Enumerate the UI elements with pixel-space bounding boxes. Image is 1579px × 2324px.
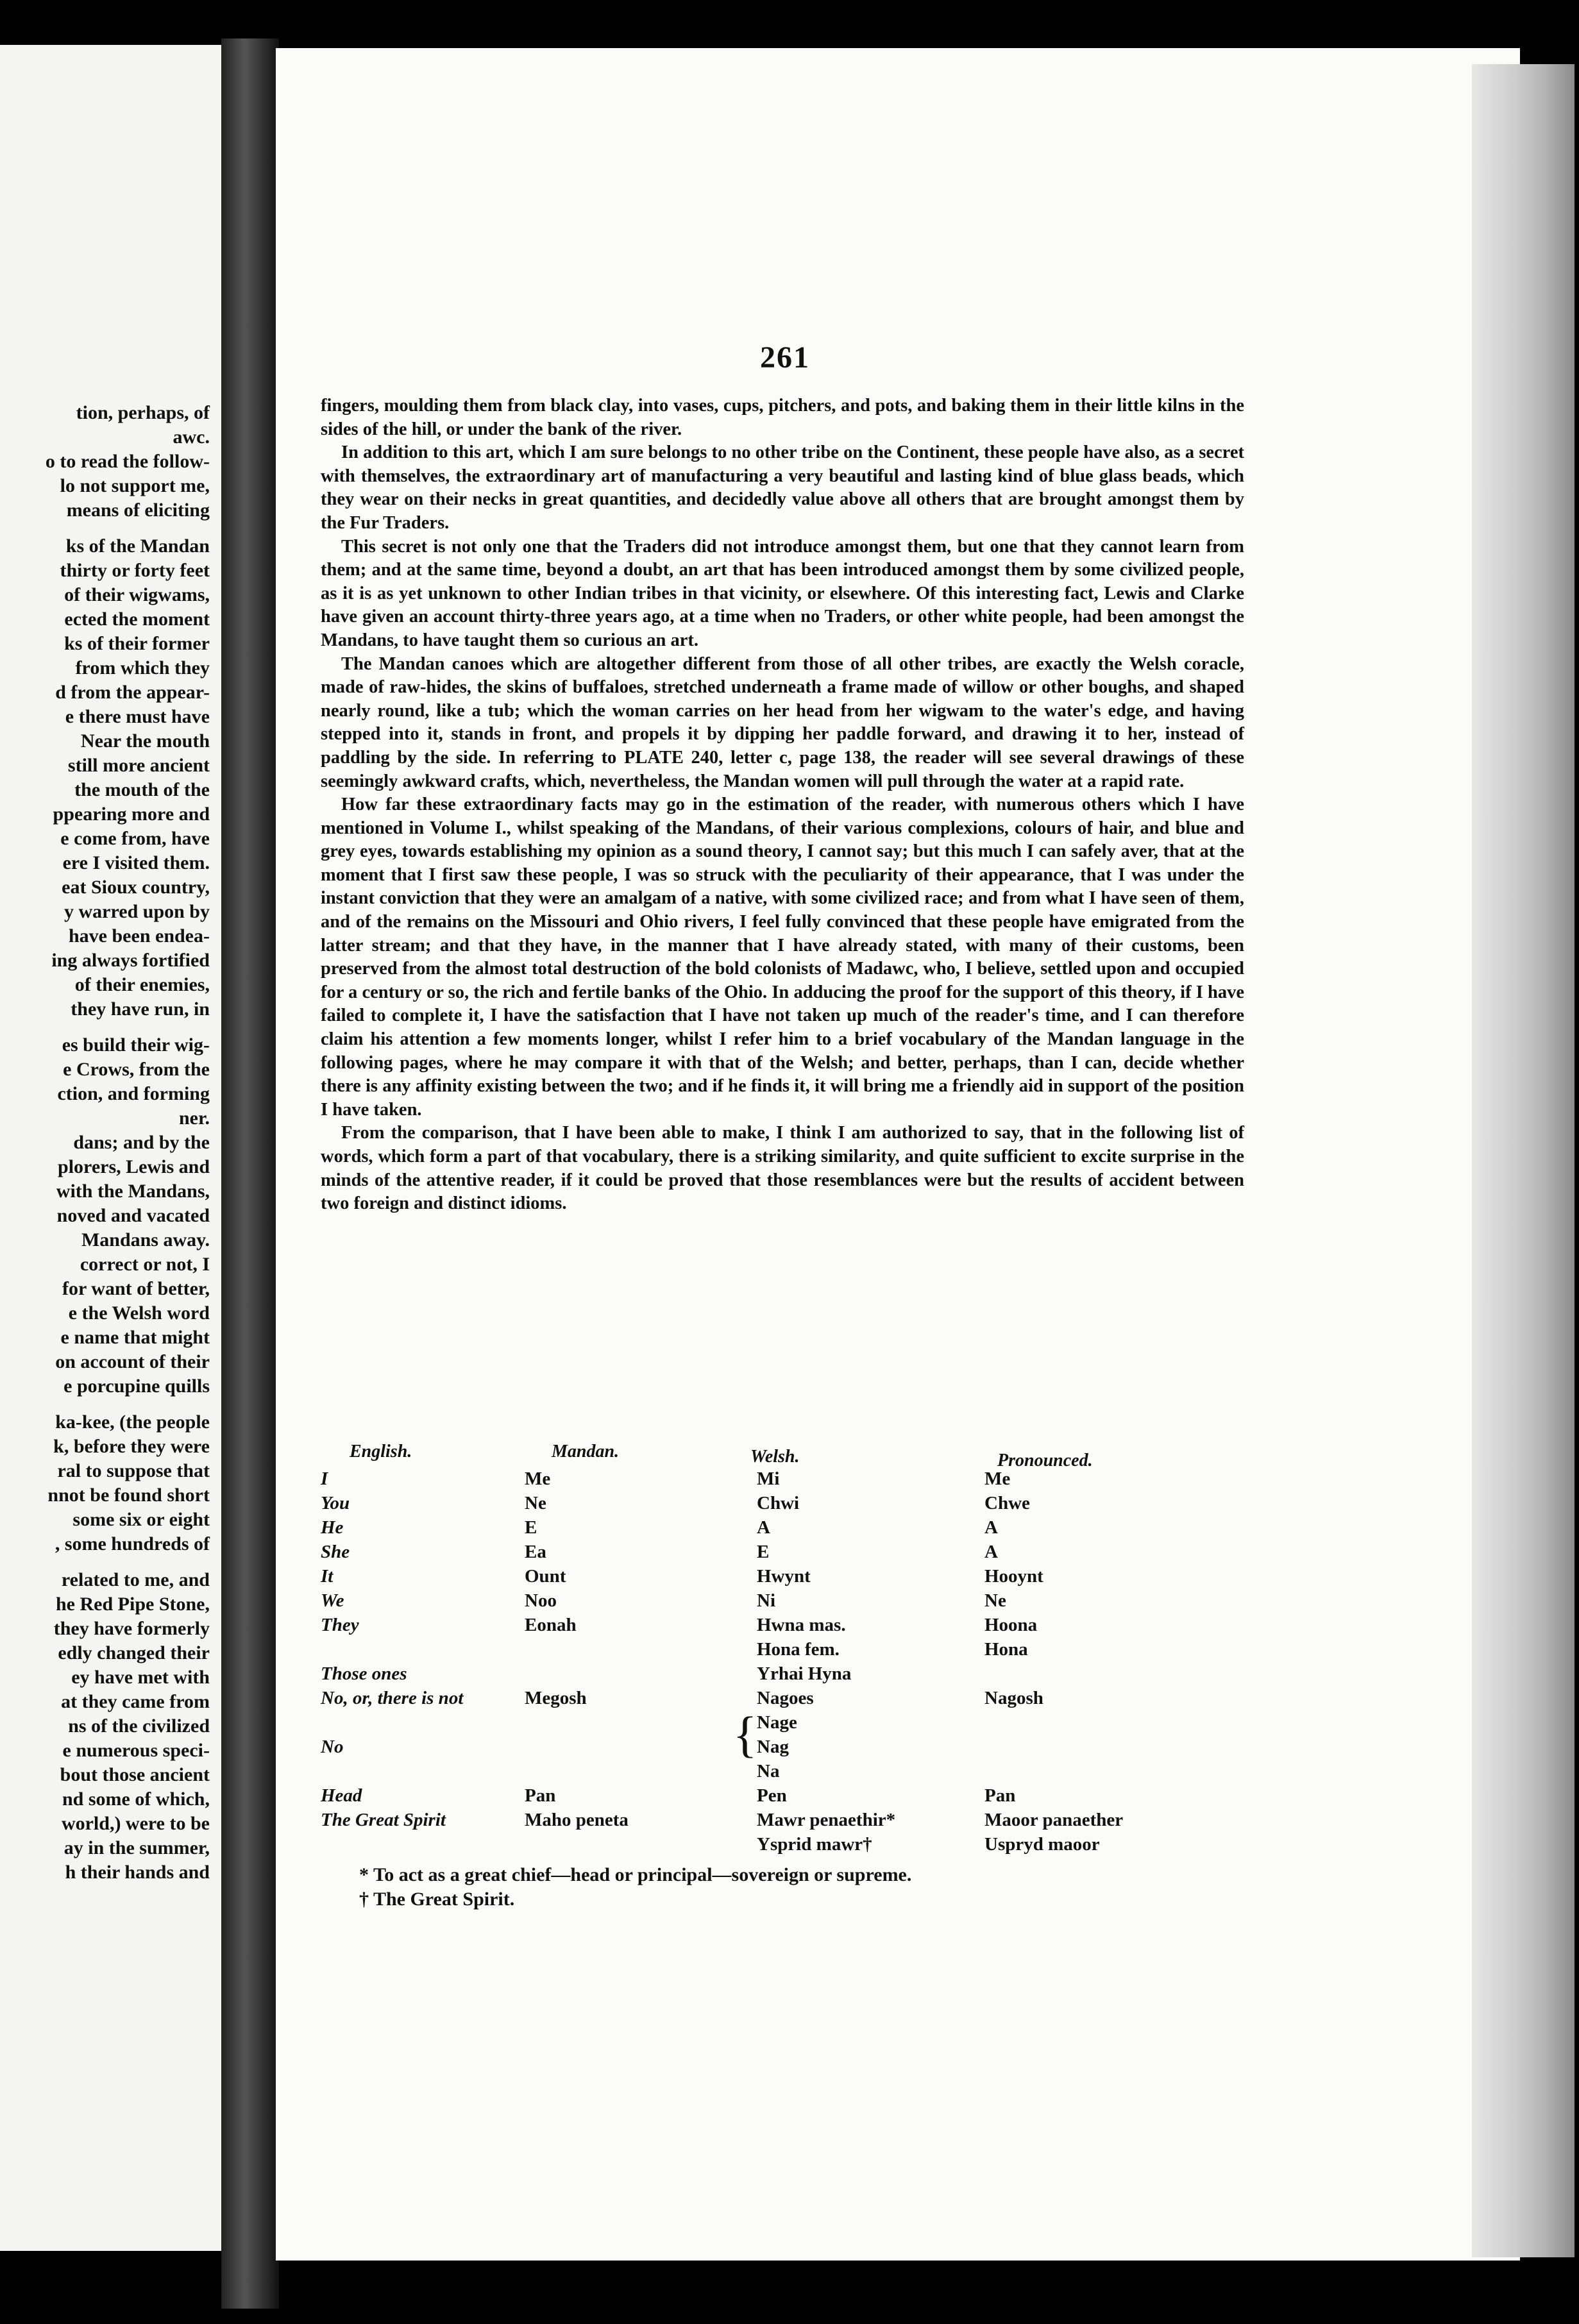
left-page-line: h their hands and	[65, 1862, 210, 1883]
left-page-line: ction, and forming	[57, 1083, 210, 1104]
vocab-pronounced: Maoor panaether	[984, 1810, 1124, 1830]
vocab-welsh: Ni	[757, 1590, 775, 1611]
left-page-line: e there must have	[65, 706, 210, 727]
left-page-line: Near the mouth	[80, 730, 210, 752]
left-page-line: tion, perhaps, of	[76, 402, 210, 423]
footnote: * To act as a great chief—head or principal—sovereign or supreme.	[359, 1864, 912, 1885]
page-number: 261	[760, 341, 810, 375]
vocab-english: Those ones	[321, 1663, 407, 1684]
left-page-line: lo not support me,	[60, 475, 210, 496]
left-page-line: noved and vacated	[56, 1205, 210, 1226]
paragraph: How far these extraordinary facts may go in the estimation of the reader, with numerous others which I have mentioned in Volume I., whilst speaking of the Mandans, of their various complexions, colours of hair, and blue and grey eyes, towards establishing my opinion as a sound theory, I cannot say; but this much I can safely aver, that at the moment that I first saw these people, I was so struck with the peculiarity of their appearance, that I was under the instant conviction that they were an amalgam of a native, with some civilized race; and from what I have seen of them, and of the remains on the Missouri and Ohio rivers, I feel fully convinced that these people have emigrated from the latter stream; and that they have, in the manner that I have already stated, with many of their customs, been preserved from the almost total destruction of the bold colonists of Madawc, who, I believe, settled upon and occupied for a century or so, the rich and fertile banks of the Ohio. In adducing the proof for the support of this theory, if I have failed to complete it, I have the satisfaction that I have not taken up much of the reader's time, and I can therefore claim his attention a few moments longer, whilst I refer him to a brief vocabulary of the Mandan language in the following pages, where he may compare it with that of the Welsh; and better, perhaps, than I can, decide whether there is any affinity existing between the two; and if he finds it, it will bring me a friendly aid in support of the position I have taken.	[321, 795, 1244, 1120]
left-page-line: e Crows, from the	[63, 1059, 210, 1080]
left-page-line: Mandans away.	[81, 1229, 210, 1250]
vocab-pronounced: Me	[984, 1469, 1011, 1489]
left-page-line: means of eliciting	[66, 500, 210, 521]
paragraph: The Mandan canoes which are altogether different from those of all other tribes, are exactly the Welsh coracle, made of raw-hides, the skins of buffaloes, stretched underneath a frame made of willow or other boughs, and shaped nearly round, like a tub; which the woman carries on her head from her wigwam to the water's edge, and having stepped into it, stands in front, and propels it by dipping her paddle forward, and drawing it to her, instead of paddling by the side. In referring to PLATE 240, letter c, page 138, the reader will see several drawings of these seemingly awkward crafts, which, nevertheless, the Mandan women will pull through the water at a rapid rate.	[321, 653, 1244, 791]
left-page-line: edly changed their	[58, 1642, 210, 1663]
left-page-line: ected the moment	[64, 609, 210, 630]
left-page-line: the mouth of the	[74, 779, 210, 800]
vocab-english: Head	[321, 1785, 362, 1806]
vocab-row	[321, 1688, 1244, 1711]
vocab-english: No	[321, 1737, 344, 1757]
paragraph: From the comparison, that I have been able to make, I think I am authorized to say, that in the following list of words, which form a part of that vocabulary, there is a striking similarity, and quite sufficient to excite surprise in the minds of the attentive reader, if it could be proved that those resemblances were but the results of accident between two foreign and distinct idioms.	[321, 1123, 1244, 1214]
left-page-line: e the Welsh word	[68, 1302, 210, 1324]
vocab-pronounced: Nagosh	[984, 1688, 1043, 1708]
left-page-line: have been endea-	[69, 925, 210, 947]
vocab-english: You	[321, 1493, 350, 1513]
left-page-line: ner.	[178, 1107, 210, 1129]
left-page-line: y warred upon by	[64, 901, 210, 922]
vocab-welsh: A	[757, 1517, 770, 1538]
left-page-line	[0, 1399, 210, 1410]
vocab-english: They	[321, 1615, 359, 1635]
vocab-mandan: Maho peneta	[525, 1810, 629, 1830]
left-page-line: e come from, have	[60, 828, 210, 849]
left-page-line: ka-kee, (the people	[55, 1411, 210, 1433]
left-page-line: thirty or forty feet	[60, 560, 210, 581]
vocab-welsh: Pen	[757, 1785, 787, 1806]
header-pronounced: Pronounced.	[997, 1451, 1093, 1470]
left-page-line: ey have met with	[71, 1667, 210, 1688]
page-edge-stack	[1472, 64, 1575, 2257]
vocab-welsh: Hwna mas.	[757, 1615, 846, 1635]
vocab-pronounced: A	[984, 1517, 998, 1538]
vocab-pronounced: Uspryd maoor	[984, 1834, 1100, 1855]
vocab-welsh: Mi	[757, 1469, 780, 1489]
vocab-english: He	[321, 1517, 344, 1538]
left-page-line: ere I visited them.	[62, 852, 210, 873]
vocab-row	[321, 1469, 1244, 1492]
vocab-row	[321, 1712, 1244, 1735]
paragraph: In addition to this art, which I am sure belongs to no other tribe on the Continent, these people have also, as a secret with themselves, the extraordinary art of manufacturing a very beautiful and lasting kind of blue glass beads, which they wear on their necks in great quantities, and decidedly value above all others that are brought amongst them by the Fur Traders.	[321, 442, 1244, 533]
vocab-welsh: Nag	[757, 1737, 789, 1757]
vocab-mandan: Eonah	[525, 1615, 577, 1635]
vocab-english: I	[321, 1469, 328, 1489]
vocab-row	[321, 1737, 1244, 1760]
vocab-welsh: Hwynt	[757, 1566, 811, 1587]
vocab-pronounced: Pan	[984, 1785, 1016, 1806]
vocab-mandan: Pan	[525, 1785, 556, 1806]
left-page-line: , some hundreds of	[55, 1533, 210, 1554]
vocab-pronounced: Hona	[984, 1639, 1028, 1660]
left-page-line: correct or not, I	[80, 1254, 210, 1275]
footnote: † The Great Spirit.	[359, 1889, 515, 1910]
left-page-line: e porcupine quills	[63, 1376, 210, 1397]
paragraph: This secret is not only one that the Traders did not introduce amongst them, but one that they cannot learn from them; and at the same time, beyond a doubt, an art that has been introduced amongst them by some civilized people, as it is as yet unknown to other Indian tribes in that vicinity, or elsewhere. Of this interesting fact, Lewis and Clarke have given an account thirty-three years ago, at a time when no Traders, or other white people, had been amongst the Mandans, to have taught them so curious an art.	[321, 536, 1244, 650]
vocab-mandan: E	[525, 1517, 537, 1538]
left-page-line: at they came from	[61, 1691, 210, 1712]
vocab-welsh: Yrhai Hyna	[757, 1663, 852, 1684]
book-gutter	[221, 38, 279, 2309]
vocab-row	[321, 1785, 1244, 1808]
left-page-line: ing always fortified	[51, 950, 210, 971]
vocab-english: It	[321, 1566, 334, 1587]
vocab-mandan: Ne	[525, 1493, 546, 1513]
left-page-line: on account of their	[55, 1351, 210, 1372]
vocab-pronounced: Ne	[984, 1590, 1006, 1611]
left-facing-page	[0, 45, 221, 2251]
brace: {	[733, 1706, 757, 1762]
left-page-line: eat Sioux country,	[62, 877, 210, 898]
left-page-line: nnot be found short	[47, 1485, 210, 1506]
vocab-welsh: Nagoes	[757, 1688, 814, 1708]
vocab-row	[321, 1761, 1244, 1784]
header-welsh: Welsh.	[750, 1447, 800, 1467]
left-page-line: dans; and by the	[73, 1132, 210, 1153]
left-page-line: world,) were to be	[61, 1813, 210, 1834]
vocab-row	[321, 1517, 1244, 1540]
left-page-line: es build their wig-	[62, 1034, 210, 1056]
header-mandan: Mandan.	[552, 1442, 620, 1461]
left-page-line: of their wigwams,	[64, 584, 210, 605]
left-page-line	[0, 523, 210, 534]
vocab-row	[321, 1834, 1244, 1857]
vocab-pronounced: A	[984, 1542, 998, 1562]
vocab-english: No, or, there is not	[321, 1688, 464, 1708]
left-page-line: they have formerly	[53, 1618, 210, 1639]
vocab-welsh: Mawr penaethir*	[757, 1810, 896, 1830]
vocab-mandan: Me	[525, 1469, 551, 1489]
left-page-line: from which they	[75, 657, 210, 678]
vocab-mandan: Noo	[525, 1590, 557, 1611]
vocab-pronounced: Hoona	[984, 1615, 1038, 1635]
vocab-pronounced: Chwe	[984, 1493, 1030, 1513]
header-english: English.	[350, 1442, 412, 1461]
left-page-line: related to me, and	[61, 1569, 210, 1590]
left-page-line: ppearing more and	[53, 804, 210, 825]
vocab-welsh: Ysprid mawr†	[757, 1834, 872, 1855]
left-page-line: for want of better,	[62, 1278, 210, 1299]
vocab-mandan: Megosh	[525, 1688, 587, 1708]
vocab-english: We	[321, 1590, 344, 1611]
vocab-pronounced: Hooynt	[984, 1566, 1043, 1587]
left-page-line: still more ancient	[67, 755, 210, 776]
left-page-line: nd some of which,	[62, 1789, 210, 1810]
left-page-line: plorers, Lewis and	[58, 1156, 210, 1177]
vocab-welsh: Nage	[757, 1712, 797, 1733]
vocab-row	[321, 1493, 1244, 1516]
left-page-line: some six or eight	[72, 1509, 210, 1530]
paragraph: fingers, moulding them from black clay, into vases, cups, pitchers, and pots, and baking them in their little kilns in the sides of the hill, or under the bank of the river.	[321, 396, 1244, 439]
vocab-english: She	[321, 1542, 350, 1562]
vocab-mandan: Ea	[525, 1542, 546, 1562]
left-page-line: ks of the Mandan	[65, 535, 210, 557]
left-page-line: bout those ancient	[60, 1764, 210, 1785]
left-page-line: they have run, in	[71, 998, 210, 1020]
vocab-welsh: Na	[757, 1761, 780, 1781]
left-page-line: ks of their former	[64, 633, 210, 654]
vocab-row	[321, 1566, 1244, 1589]
left-page-line: ns of the civilized	[68, 1715, 210, 1737]
left-page-line	[0, 1022, 210, 1033]
vocab-row	[321, 1615, 1244, 1638]
vocab-mandan: Ount	[525, 1566, 566, 1587]
left-page-line: with the Mandans,	[56, 1181, 210, 1202]
left-page-line	[0, 1556, 210, 1568]
vocab-row	[321, 1590, 1244, 1613]
left-page-line: k, before they were	[53, 1436, 210, 1457]
vocab-row	[321, 1542, 1244, 1565]
vocab-welsh: E	[757, 1542, 770, 1562]
vocab-row	[321, 1639, 1244, 1662]
left-page-line: ay in the summer,	[63, 1837, 210, 1858]
left-page-line: of their enemies,	[74, 974, 210, 995]
vocab-english: The Great Spirit	[321, 1810, 446, 1830]
left-page-text	[0, 401, 210, 1885]
vocab-row	[321, 1663, 1244, 1687]
left-page-line: awc.	[173, 426, 210, 448]
left-page-line: d from the appear-	[55, 682, 210, 703]
vocab-welsh: Chwi	[757, 1493, 800, 1513]
left-page-line: he Red Pipe Stone,	[56, 1594, 210, 1615]
left-page-line: o to read the follow-	[45, 451, 210, 472]
vocab-welsh: Hona fem.	[757, 1639, 840, 1660]
footnotes	[359, 1863, 911, 1912]
left-page-line: ral to suppose that	[57, 1460, 210, 1481]
body-text	[321, 394, 1244, 1216]
left-page-line: e name that might	[60, 1327, 210, 1348]
vocab-row	[321, 1810, 1244, 1833]
left-page-line: e numerous speci-	[62, 1740, 210, 1761]
